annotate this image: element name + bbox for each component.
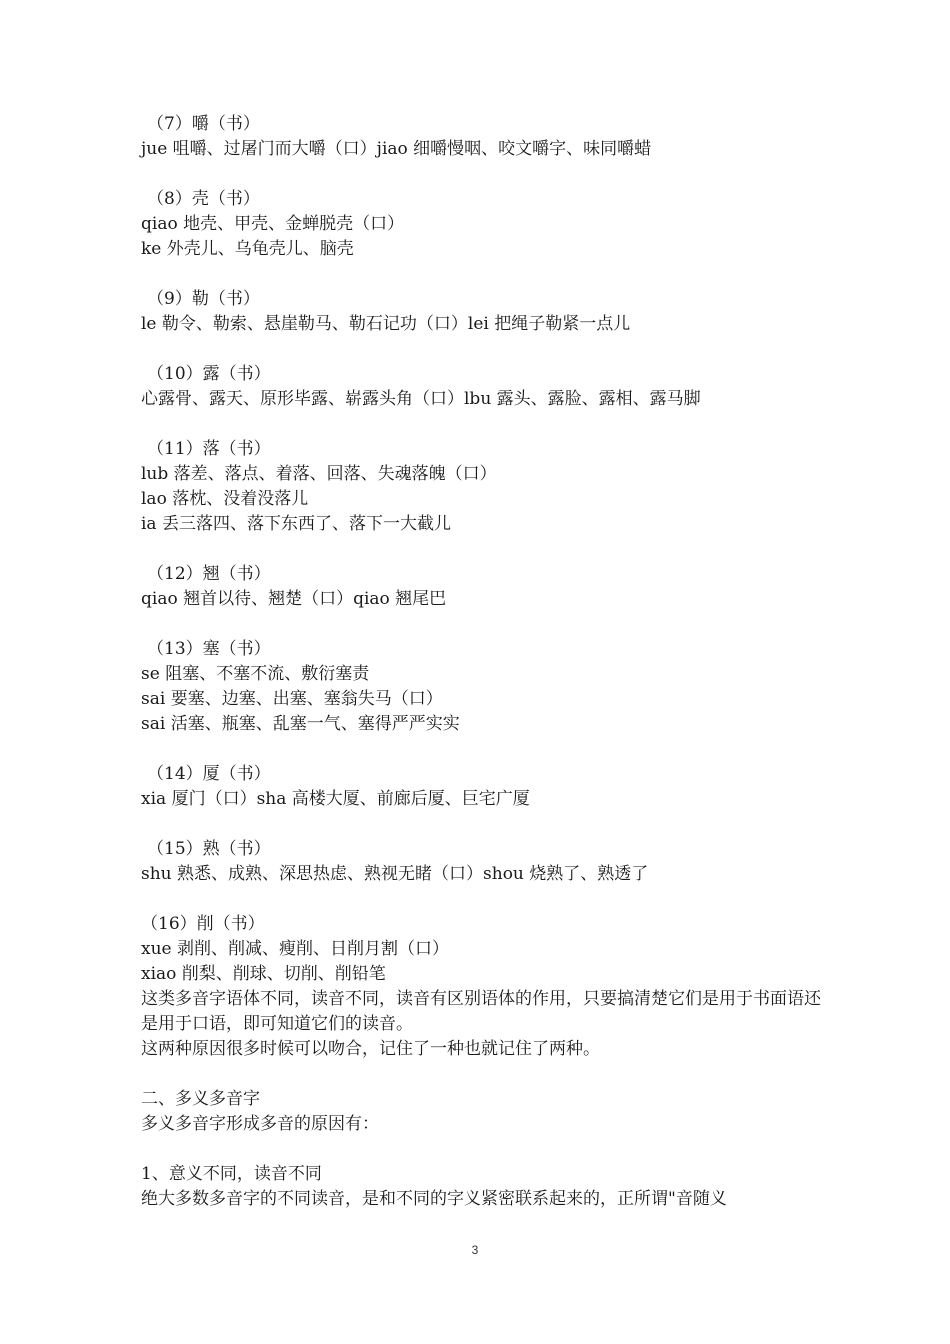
spacer <box>141 612 821 637</box>
summary-note: 这两种原因很多时候可以吻合，记住了一种也就记住了两种。 <box>141 1039 600 1059</box>
spacer <box>141 737 821 762</box>
entry-line: qiao 地壳、甲壳、金蝉脱壳（口） <box>141 214 405 234</box>
entry-line: xia 厦门（口）sha 高楼大厦、前廊后厦、巨宅广厦 <box>141 789 530 809</box>
section-title: 二、多义多音字 <box>141 1089 260 1109</box>
spacer <box>141 337 821 362</box>
entry-line: lub 落差、落点、着落、回落、失魂落魄（口） <box>141 464 497 484</box>
entry-line: shu 熟悉、成熟、深思热虑、熟视无睹（口）shou 烧熟了、熟透了 <box>141 864 649 884</box>
entry-line: qiao 翘首以待、翘楚（口）qiao 翘尾巴 <box>141 589 447 609</box>
entry-heading: （7）嚼（书） <box>147 114 260 134</box>
entry-heading: （8）壳（书） <box>147 189 260 209</box>
entry-line: 心露骨、露天、原形毕露、崭露头角（口）lbu 露头、露脸、露相、露马脚 <box>141 389 701 409</box>
entry-line: le 勒令、勒索、悬崖勒马、勒石记功（口）lei 把绳子勒紧一点儿 <box>141 314 631 334</box>
spacer <box>141 1137 821 1162</box>
spacer <box>141 262 821 287</box>
entry-heading: （11）落（书） <box>147 439 271 459</box>
entry-line: sai 活塞、瓶塞、乱塞一气、塞得严严实实 <box>141 714 460 734</box>
entry-line: jue 咀嚼、过屠门而大嚼（口）jiao 细嚼慢咽、咬文嚼字、味同嚼蜡 <box>141 139 652 159</box>
entry-line: ke 外壳儿、乌龟壳儿、脑壳 <box>141 239 354 259</box>
entry-heading: （14）厦（书） <box>147 764 271 784</box>
page-number: 3 <box>471 1243 479 1257</box>
entry-line: xue 剥削、削减、瘦削、日削月割（口） <box>141 939 449 959</box>
entry-heading: （12）翘（书） <box>147 564 271 584</box>
entry-line: ia 丢三落四、落下东西了、落下一大截儿 <box>141 514 451 534</box>
entry-line: se 阻塞、不塞不流、敷衍塞责 <box>141 664 370 684</box>
entry-line: xiao 削梨、削球、切削、削铅笔 <box>141 964 386 984</box>
page-content <box>141 112 821 1212</box>
spacer <box>141 537 821 562</box>
subsection-title: 1、意义不同，读音不同 <box>141 1164 322 1184</box>
entry-heading: （9）勒（书） <box>147 289 260 309</box>
entry-heading: （10）露（书） <box>147 364 271 384</box>
spacer <box>141 162 821 187</box>
entry-line: lao 落枕、没着没落儿 <box>141 489 309 509</box>
entry-heading: （13）塞（书） <box>147 639 271 659</box>
spacer <box>141 812 821 837</box>
summary-paragraph: 这类多音字语体不同，读音不同，读音有区别语体的作用，只要搞清楚它们是用于书面语还是用于口语，即可知道它们的读音。 <box>141 989 821 1034</box>
entry-line: sai 要塞、边塞、出塞、塞翁失马（口） <box>141 689 443 709</box>
spacer <box>141 887 821 912</box>
entry-heading: （15）熟（书） <box>147 839 271 859</box>
section-intro: 多义多音字形成多音的原因有： <box>141 1114 379 1134</box>
spacer <box>141 412 821 437</box>
subsection-text: 绝大多数多音字的不同读音，是和不同的字义紧密联系起来的，正所谓"音随义 <box>141 1189 727 1209</box>
entry-heading: （16）削（书） <box>141 914 265 934</box>
spacer <box>141 1062 821 1087</box>
